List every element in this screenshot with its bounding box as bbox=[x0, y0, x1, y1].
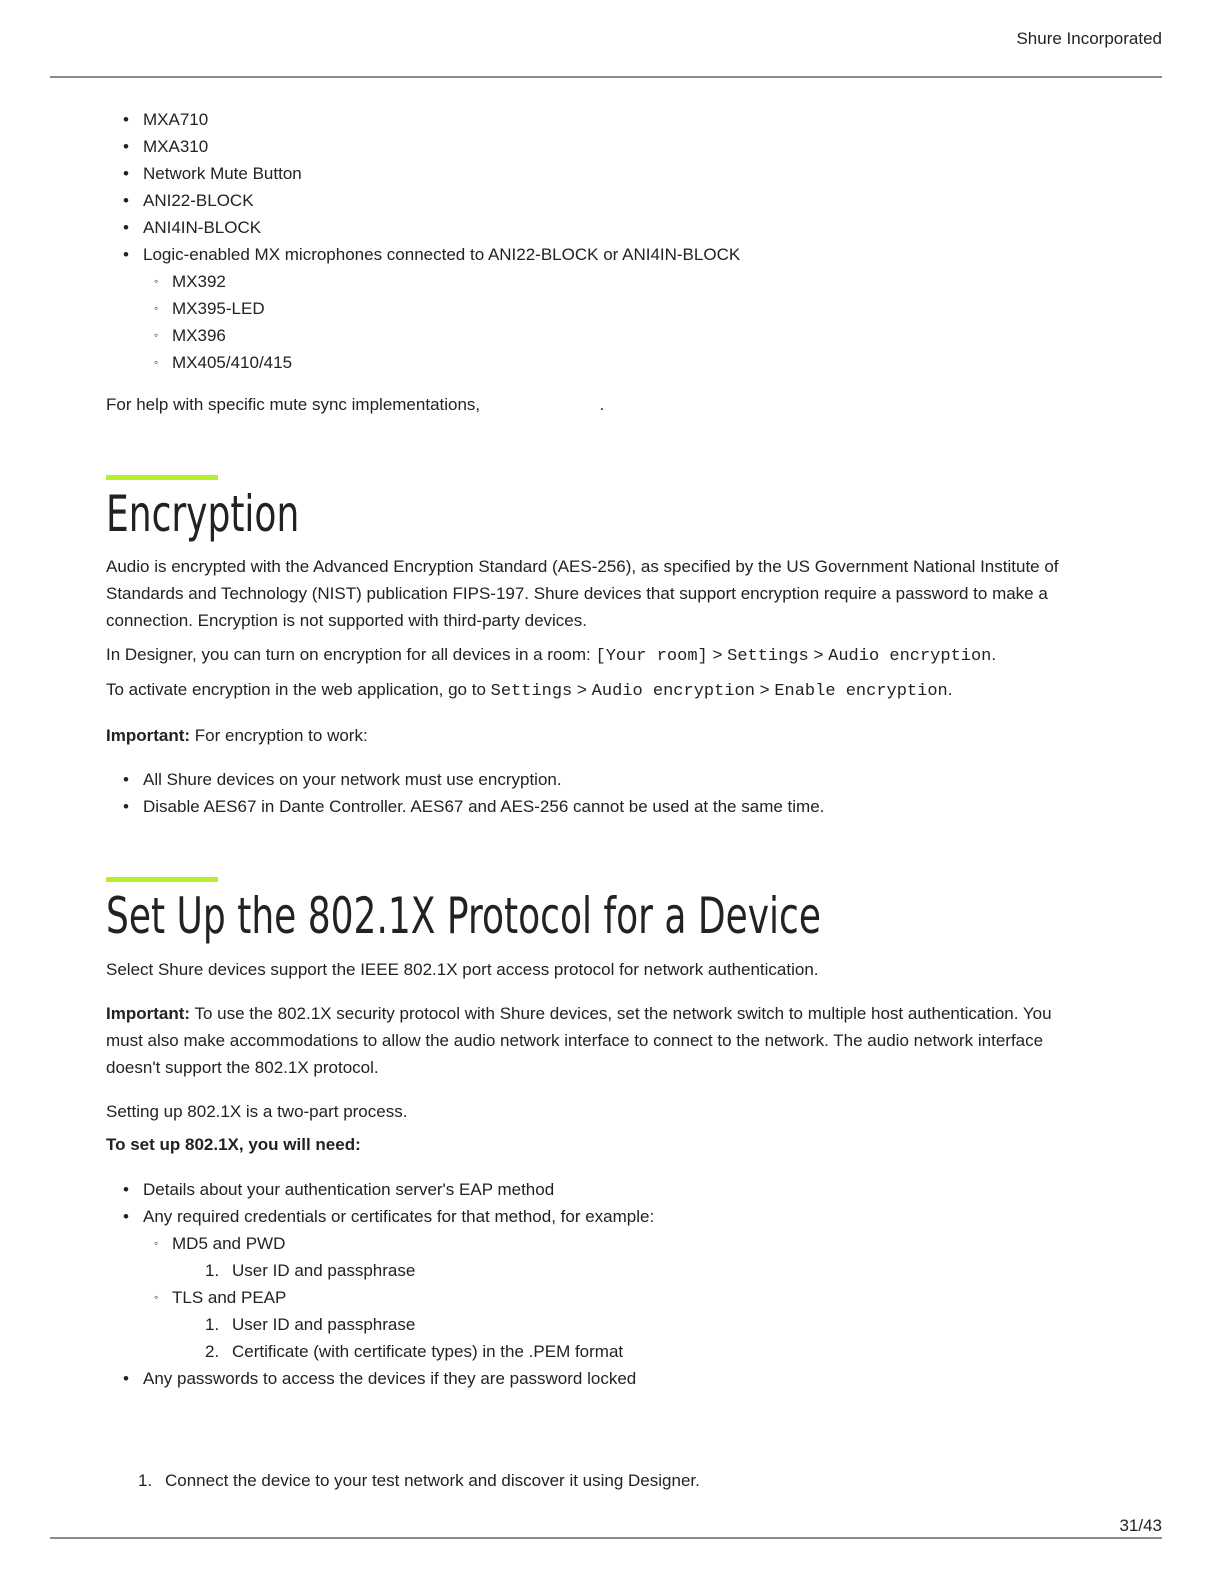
mute-sync-help bbox=[106, 391, 1116, 418]
list-item: • Details about your authentication server's EAP method bbox=[106, 1176, 1116, 1203]
page-number: 31/43 bbox=[1119, 1516, 1162, 1535]
list-item: • Disable AES67 in Dante Controller. AES67 and AES-256 cannot be used at the same time. bbox=[106, 793, 1116, 820]
menu-path-enable-encryption: Enable encryption bbox=[774, 682, 948, 701]
encryption-description bbox=[106, 553, 1116, 634]
web-prefix: To activate encryption in the web application, go to bbox=[106, 680, 486, 699]
sub-list-item: ◦ MD5 and PWD bbox=[106, 1230, 1116, 1257]
sub-list-item: ◦ MX395-LED bbox=[106, 295, 1116, 322]
period: . bbox=[947, 680, 953, 699]
important-label: Important: bbox=[106, 1004, 191, 1023]
dot1x-requirements-list bbox=[106, 1176, 1116, 1392]
numbered-item-text: User ID and passphrase bbox=[232, 1261, 416, 1280]
paragraph-line: connection. Encryption is not supported with third-party devices. bbox=[106, 611, 587, 630]
period: . bbox=[991, 645, 997, 664]
section-accent-bar bbox=[106, 475, 218, 480]
important-text: For encryption to work: bbox=[194, 726, 368, 745]
sub-list-item: ◦ TLS and PEAP bbox=[106, 1284, 1116, 1311]
paragraph-line: Standards and Technology (NIST) publication FIPS-197. Shure devices that support encryption require a password to make a bbox=[106, 584, 1048, 603]
menu-path-audio-encryption: Audio encryption bbox=[591, 682, 755, 701]
list-item: • Any required credentials or certificates for that method, for example: bbox=[106, 1203, 1116, 1230]
sub-list-item: ◦ MX396 bbox=[106, 322, 1116, 349]
designer-prefix: In Designer, you can turn on encryption for all devices in a room: bbox=[106, 645, 591, 664]
list-item: • MXA310 bbox=[106, 133, 1116, 160]
list-item: • ANI4IN-BLOCK bbox=[106, 214, 1116, 241]
sub-list-item: ◦ MX405/410/415 bbox=[106, 349, 1116, 376]
paragraph-line: doesn't support the 802.1X protocol. bbox=[106, 1058, 379, 1077]
path-separator: > bbox=[577, 680, 587, 699]
important-label: Important: bbox=[106, 726, 191, 745]
requirements-heading: To set up 802.1X, you will need: bbox=[106, 1135, 361, 1154]
path-separator: > bbox=[712, 645, 723, 664]
menu-path-settings: Settings bbox=[727, 647, 809, 666]
menu-path-room: [Your room] bbox=[595, 647, 708, 666]
numbered-item: 2. Certificate (with certificate types) in the .PEM format bbox=[205, 1342, 624, 1361]
section-accent-bar bbox=[106, 877, 218, 882]
encryption-heading: Encryption bbox=[106, 485, 300, 543]
paragraph-line: Audio is encrypted with the Advanced Encryption Standard (AES-256), as specified by the US Government National Institute of bbox=[106, 557, 1059, 576]
dot1x-important-note bbox=[106, 1000, 1116, 1081]
designer-instructions bbox=[106, 641, 1116, 670]
web-app-instructions bbox=[106, 676, 1116, 705]
help-text: For help with specific mute sync implementations, bbox=[106, 395, 481, 414]
setup-steps-list bbox=[106, 1467, 1116, 1494]
encryption-important-note bbox=[106, 722, 1116, 749]
numbered-item: 1. User ID and passphrase bbox=[205, 1315, 416, 1334]
important-text: To use the 802.1X security protocol with Shure devices, set the network switch to multiple host authentication. You bbox=[194, 1004, 1052, 1023]
numbered-item: 1. User ID and passphrase bbox=[205, 1261, 416, 1280]
header-company-name: Shure Incorporated bbox=[1016, 29, 1162, 48]
path-separator: > bbox=[759, 680, 770, 699]
numbered-item-text: Certificate (with certificate types) in the .PEM format bbox=[232, 1342, 624, 1361]
list-item: • Any passwords to access the devices if they are password locked bbox=[106, 1365, 1116, 1392]
numbered-item-text: User ID and passphrase bbox=[232, 1315, 416, 1334]
menu-path-audio-encryption: Audio encryption bbox=[828, 647, 992, 666]
list-item: • MXA710 bbox=[106, 106, 1116, 133]
path-separator: > bbox=[813, 645, 824, 664]
dot1x-heading: Set Up the 802.1X Protocol for a Device bbox=[106, 887, 821, 945]
sub-list-item: ◦ MX392 bbox=[106, 268, 1116, 295]
help-period: . bbox=[599, 395, 605, 414]
paragraph-line: must also make accommodations to allow the audio network interface to connect to the network. The audio network interface bbox=[106, 1031, 1044, 1050]
encryption-requirements-list bbox=[106, 766, 1116, 820]
header-divider bbox=[50, 76, 1162, 78]
list-item: • Logic-enabled MX microphones connected to ANI22-BLOCK or ANI4IN-BLOCK bbox=[106, 241, 1116, 268]
list-item: • All Shure devices on your network must use encryption. bbox=[106, 766, 1116, 793]
two-part-process-text: Setting up 802.1X is a two-part process. bbox=[106, 1102, 408, 1121]
footer-divider bbox=[50, 1537, 1162, 1539]
menu-path-settings: Settings bbox=[490, 682, 573, 701]
list-item: • ANI22-BLOCK bbox=[106, 187, 1116, 214]
mute-sync-device-list bbox=[106, 106, 1116, 376]
step-text: Connect the device to your test network and discover it using Designer. bbox=[165, 1471, 700, 1490]
list-item: • Network Mute Button bbox=[106, 160, 1116, 187]
step-item: 1. Connect the device to your test network and discover it using Designer. bbox=[138, 1471, 700, 1490]
paragraph-line bbox=[106, 1000, 1116, 1027]
dot1x-intro: Select Shure devices support the IEEE 802.1X port access protocol for network authentication. bbox=[106, 960, 819, 979]
